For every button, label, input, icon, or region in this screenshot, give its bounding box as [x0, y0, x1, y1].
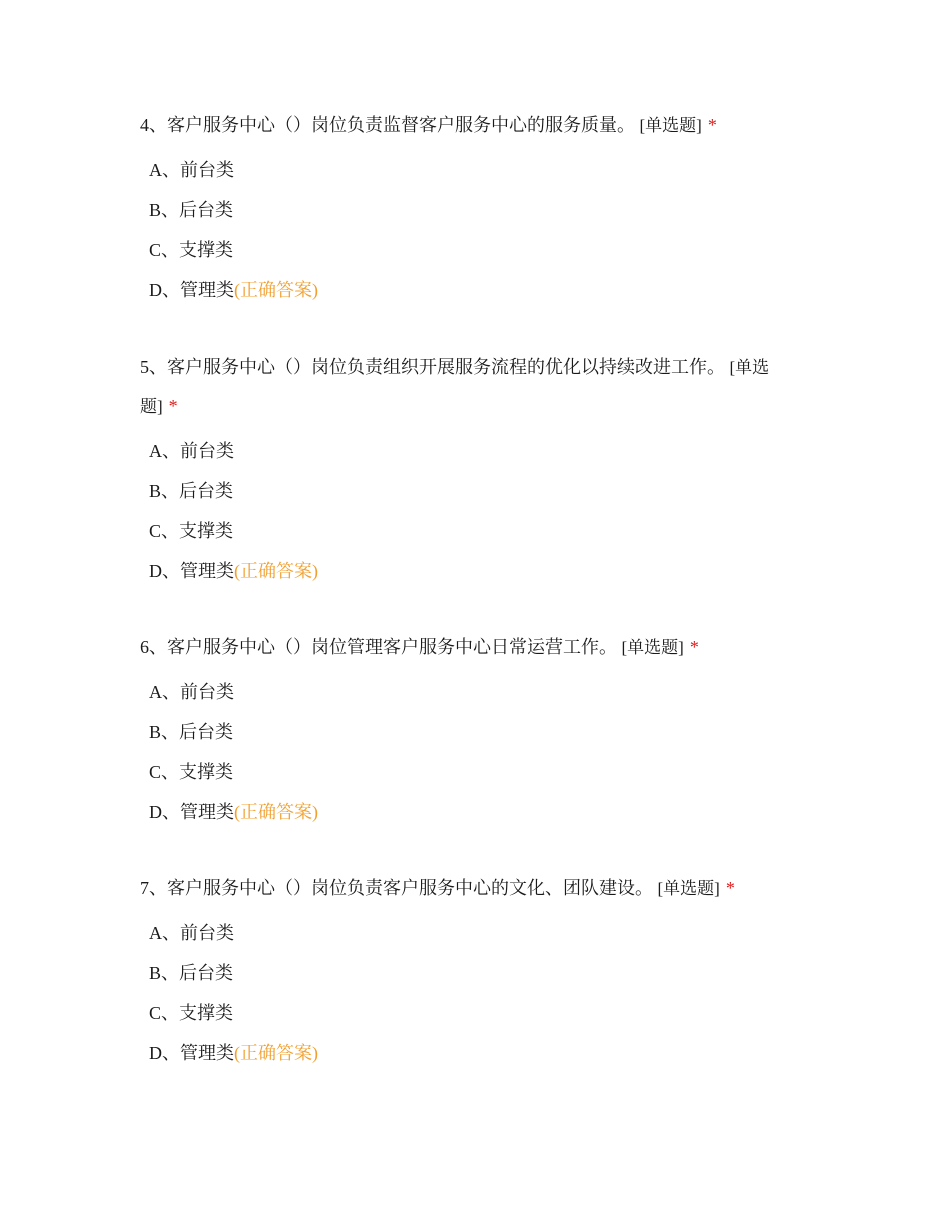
correct-answer-note: (正确答案): [234, 561, 318, 581]
question-text: 4、客户服务中心（）岗位负责监督客户服务中心的服务质量。: [140, 115, 635, 135]
option-c: [149, 230, 800, 270]
option-b: [149, 471, 800, 511]
option-label: A、前台类: [149, 923, 234, 943]
option-label: A、前台类: [149, 160, 234, 180]
option-list: [140, 913, 800, 1073]
question-title: [140, 348, 800, 426]
option-d: [149, 792, 800, 832]
option-label: B、后台类: [149, 963, 234, 983]
option-label: C、支撑类: [149, 240, 234, 260]
option-label: A、前台类: [149, 441, 234, 461]
option-c: [149, 511, 800, 551]
option-d: [149, 270, 800, 310]
option-a: [149, 150, 800, 190]
option-b: [149, 190, 800, 230]
option-label: B、后台类: [149, 200, 234, 220]
question-6: [140, 628, 800, 832]
question-4: [140, 106, 800, 310]
option-label: C、支撑类: [149, 521, 234, 541]
question-title: [140, 628, 800, 667]
question-text: 6、客户服务中心（）岗位管理客户服务中心日常运营工作。: [140, 637, 617, 657]
question-title: [140, 106, 800, 145]
question-7: [140, 869, 800, 1073]
required-marker: *: [168, 396, 178, 416]
option-list: [140, 150, 800, 310]
question-type: [单选题]: [657, 879, 720, 898]
question-5: [140, 348, 800, 591]
option-list: [140, 672, 800, 832]
correct-answer-note: (正确答案): [234, 802, 318, 822]
question-title: [140, 869, 800, 908]
option-b: [149, 953, 800, 993]
option-label: C、支撑类: [149, 762, 234, 782]
option-c: [149, 752, 800, 792]
required-marker: *: [707, 115, 717, 135]
question-type: [单选题]: [639, 116, 702, 135]
question-text: 7、客户服务中心（）岗位负责客户服务中心的文化、团队建设。: [140, 878, 653, 898]
option-label: D、管理类: [149, 802, 234, 822]
option-label: B、后台类: [149, 481, 234, 501]
option-a: [149, 913, 800, 953]
option-label: D、管理类: [149, 561, 234, 581]
option-list: [140, 431, 800, 591]
option-label: C、支撑类: [149, 1003, 234, 1023]
option-label: A、前台类: [149, 682, 234, 702]
option-label: D、管理类: [149, 1043, 234, 1063]
option-b: [149, 712, 800, 752]
option-a: [149, 431, 800, 471]
correct-answer-note: (正确答案): [234, 280, 318, 300]
question-type: [单选题]: [621, 638, 684, 657]
option-d: [149, 1033, 800, 1073]
option-a: [149, 672, 800, 712]
option-label: D、管理类: [149, 280, 234, 300]
required-marker: *: [725, 878, 735, 898]
question-text: 5、客户服务中心（）岗位负责组织开展服务流程的优化以持续改进工作。: [140, 357, 725, 377]
required-marker: *: [689, 637, 699, 657]
option-label: B、后台类: [149, 722, 234, 742]
option-c: [149, 993, 800, 1033]
question-type: [单选题]: [140, 358, 770, 416]
option-d: [149, 551, 800, 591]
correct-answer-note: (正确答案): [234, 1043, 318, 1063]
